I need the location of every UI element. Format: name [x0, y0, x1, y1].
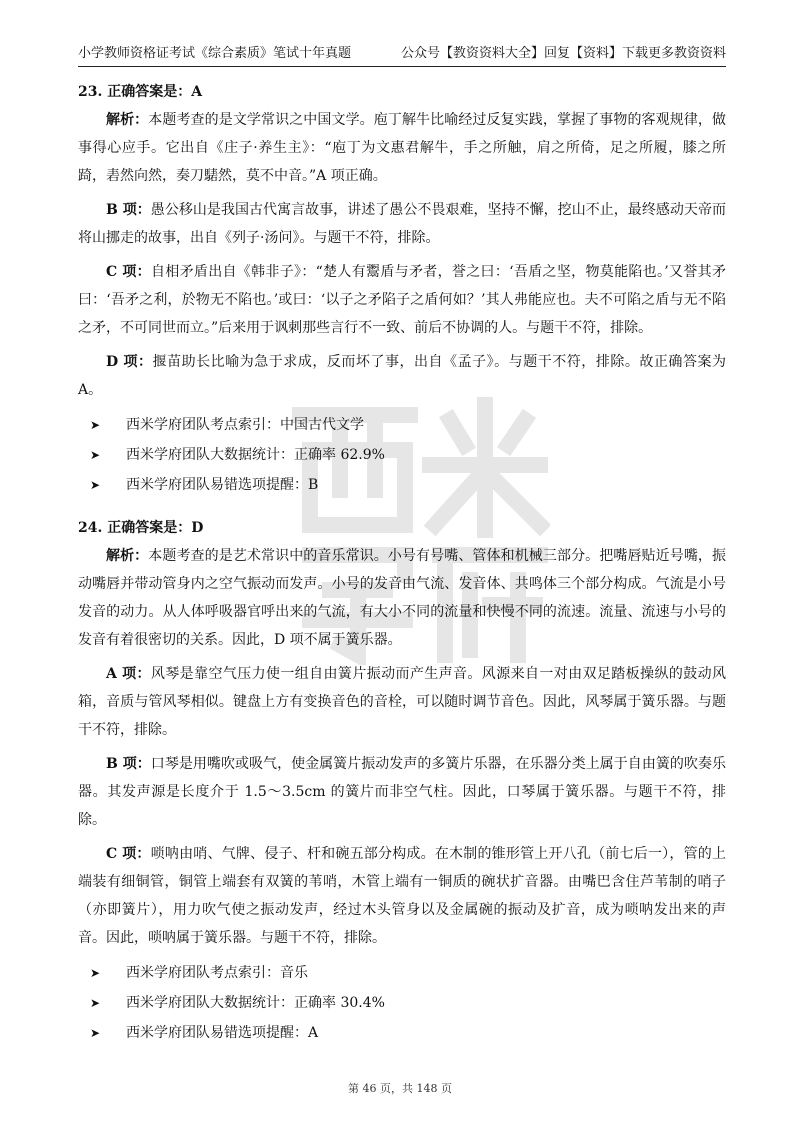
- q23-bullet-topic: [78, 410, 726, 440]
- q23-option-d: [78, 348, 726, 404]
- q23-option-b-label: B 项：: [106, 202, 151, 218]
- q24-option-a: [78, 660, 726, 744]
- q24-analysis: [78, 542, 726, 654]
- q24-bullet-error: [78, 1018, 726, 1048]
- header-right-note: 公众号【教资资料大全】回复【资料】下载更多教资资料: [400, 46, 726, 61]
- q23-option-d-label: D 项：: [106, 354, 153, 370]
- q24-option-c-text: 唢呐由哨、气牌、侵子、杆和碗五部分构成。在木制的锥形管上开八孔（前七后一），管的上端装有细铜管，铜管上端套有双簧的苇哨，木管上端有一铜质的碗状扩音器。由嘴巴含住芦苇制的哨子（亦即簧片），用力吹气使之振动发声，经过木头管身以及金属碗的振动及扩音，成为唢呐发出来的声音。因此，唢呐属于簧乐器。与题干不符，排除。: [78, 846, 726, 946]
- q23-analysis-text: 本题考查的是文学常识之中国文学。庖丁解牛比喻经过反复实践，掌握了事物的客观规律，做事得心应手。它出自《庄子·养生主》：“庖丁为文惠君解牛，手之所触，肩之所倚，足之所履，膝之所踦，砉然向然，奏刀騞然，莫不中音。”A 项正确。: [78, 112, 726, 184]
- q23-option-d-text: 揠苗助长比喻为急于求成，反而坏了事，出自《孟子》。与题干不符，排除。故正确答案为 A。: [78, 354, 727, 398]
- q23-option-b-text: 愚公移山是我国古代寓言故事，讲述了愚公不畏艰难，坚持不懈，挖山不止，最终感动天帝而将山挪走的故事，出自《列子·汤问》。与题干不符，排除。: [78, 202, 726, 246]
- q24-option-c: [78, 840, 726, 952]
- q23-option-c-label: C 项：: [106, 264, 151, 280]
- q24-analysis-text: 本题考查的是艺术常识中的音乐常识。小号有号嘴、管体和机械三部分。把嘴唇贴近号嘴，振动嘴唇并带动管身内之空气振动而发声。小号的发音由气流、发音体、共鸣体三个部分构成。气流是小号发音的动力。从人体呼吸器官呼出来的气流，有大小不同的流量和快慢不同的流速。流量、流速与小号的发音有着很密切的关系。因此，D 项不属于簧乐器。: [78, 548, 726, 648]
- page-number: 第 46 页，共 148 页: [348, 1082, 452, 1095]
- q24-bullet-error-text: 西米学府团队易错选项提醒：A: [126, 1025, 319, 1041]
- q23-bullet-stats-text: 西米学府团队大数据统计：正确率 62.9%: [126, 447, 385, 463]
- question-23-answer: 23. 正确答案是：A: [78, 84, 203, 100]
- arrow-bullet-icon: ➤: [90, 478, 101, 492]
- q24-bullet-topic: [78, 958, 726, 988]
- question-24: [78, 514, 726, 1048]
- arrow-bullet-icon: ➤: [90, 418, 101, 432]
- arrow-bullet-icon: ➤: [90, 1026, 101, 1040]
- q23-bullet-error-text: 西米学府团队易错选项提醒：B: [126, 477, 319, 493]
- q24-option-a-label: A 项：: [106, 666, 151, 682]
- q24-option-b-label: B 项：: [106, 756, 151, 772]
- question-24-answer: 24. 正确答案是：D: [78, 520, 204, 536]
- q23-bullet-error: [78, 470, 726, 500]
- q23-option-b: [78, 196, 726, 252]
- q24-bullet-stats: [78, 988, 726, 1018]
- q24-bullet-stats-text: 西米学府团队大数据统计：正确率 30.4%: [126, 995, 385, 1011]
- q23-option-c-text: 自相矛盾出自《韩非子》：“楚人有鬻盾与矛者，誉之曰：‘吾盾之坚，物莫能陷也。’又誉其矛曰：‘吾矛之利，於物无不陷也。’或曰：‘以子之矛陷子之盾何如？’其人弗能应也。夫不可陷之盾与无不陷之矛，不可同世而立。”后来用于讽刺那些言行不一致、前后不协调的人。与题干不符，排除。: [78, 264, 726, 336]
- arrow-bullet-icon: ➤: [90, 996, 101, 1010]
- q24-option-a-text: 风琴是靠空气压力使一组自由簧片振动而产生声音。风源来自一对由双足踏板操纵的鼓动风箱，音质与管风琴相似。键盘上方有变换音色的音栓，可以随时调节音色。因此，风琴属于簧乐器。与题干不符，排除。: [78, 666, 726, 738]
- q24-option-c-label: C 项：: [106, 846, 151, 862]
- q23-bullet-stats: [78, 440, 726, 470]
- q23-bullet-topic-text: 西米学府团队考点索引：中国古代文学: [126, 417, 364, 433]
- q24-bullet-topic-text: 西米学府团队考点索引：音乐: [126, 965, 308, 981]
- q24-analysis-label: 解析：: [106, 548, 149, 564]
- header-left-title: 小学教师资格证考试《综合素质》笔试十年真题: [78, 46, 352, 61]
- q24-option-b: [78, 750, 726, 834]
- q24-option-b-text: 口琴是用嘴吹或吸气，使金属簧片振动发声的多簧片乐器，在乐器分类上属于自由簧的吹奏乐器。其发声源是长度介于 1.5～3.5cm 的簧片而非空气柱。因此，口琴属于簧乐器。与题干不符，排除。: [78, 756, 726, 828]
- question-23: [78, 78, 726, 500]
- q23-option-c: [78, 258, 726, 342]
- arrow-bullet-icon: ➤: [90, 966, 101, 980]
- arrow-bullet-icon: ➤: [90, 448, 101, 462]
- page-content: [78, 78, 726, 1048]
- page-header: [78, 44, 726, 67]
- q23-analysis-label: 解析：: [106, 112, 149, 128]
- q23-analysis: [78, 106, 726, 190]
